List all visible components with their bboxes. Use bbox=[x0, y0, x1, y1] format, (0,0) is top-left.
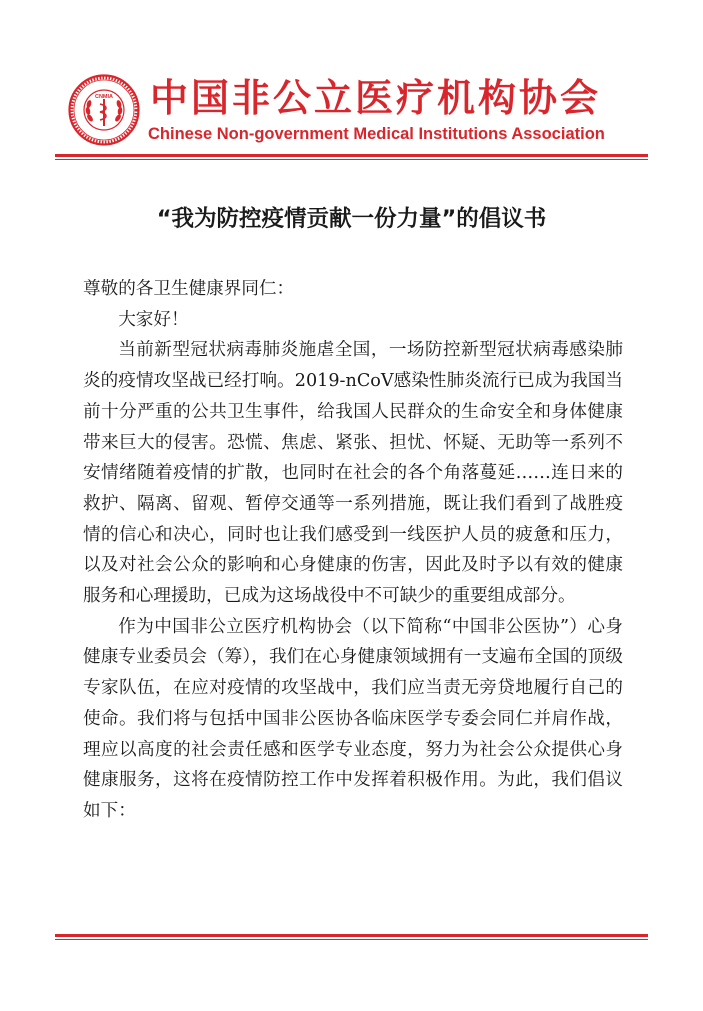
paragraph-1: 当前新型冠状病毒肺炎施虐全国，一场防控新型冠状病毒感染肺炎的疫情攻坚战已经打响。2019-nCoV感染性肺炎流行已成为我国当前十分严重的公共卫生事件，给我国人民群众的生命安全和身体健康带来巨大的侵害。恐慌、焦虑、紧张、担忧、怀疑、无助等一系列不安情绪随着疫情的扩散，也同时在社会的各个角落蔓延……连日来的救护、隔离、留观、暂停交通等一系列措施，既让我们看到了战胜疫情的信心和决心，同时也让我们感受到一线医护人员的疲惫和压力，以及对社会公众的影响和心身健康的伤害，因此及时予以有效的健康服务和心理援助，已成为这场战役中不可缺少的重要组成部分。 bbox=[83, 340, 623, 607]
footer-divider bbox=[55, 934, 648, 940]
header-divider bbox=[55, 154, 648, 160]
document-body bbox=[83, 274, 623, 827]
salutation: 尊敬的各卫生健康界同仁： bbox=[83, 279, 295, 299]
letterhead bbox=[68, 72, 658, 152]
document-title: “我为防控疫情贡献一份力量”的倡议书 bbox=[156, 206, 547, 232]
greeting: 大家好！ bbox=[118, 309, 189, 330]
seal-label: CNMIA bbox=[94, 94, 114, 100]
paragraph-2: 作为中国非公立医疗机构协会（以下简称“中国非公医协”）心身健康专业委员会（筹），我们在心身健康领域拥有一支遍布全国的顶级专家队伍，在应对疫情的攻坚战中，我们应当责无旁贷地履行自己的使命。我们将与包括中国非公医协各临床医学专委会同仁并肩作战，理应以高度的社会责任感和医学专业态度，努力为社会公众提供心身健康服务，这将在疫情防控工作中发挥着积极作用。为此，我们倡议如下： bbox=[83, 616, 623, 821]
org-name-en: Chinese Non-government Medical Institutions Association bbox=[148, 125, 605, 143]
org-name-cn: 中国非公立医疗机构协会 bbox=[150, 76, 602, 120]
medical-seal-icon bbox=[68, 74, 140, 146]
